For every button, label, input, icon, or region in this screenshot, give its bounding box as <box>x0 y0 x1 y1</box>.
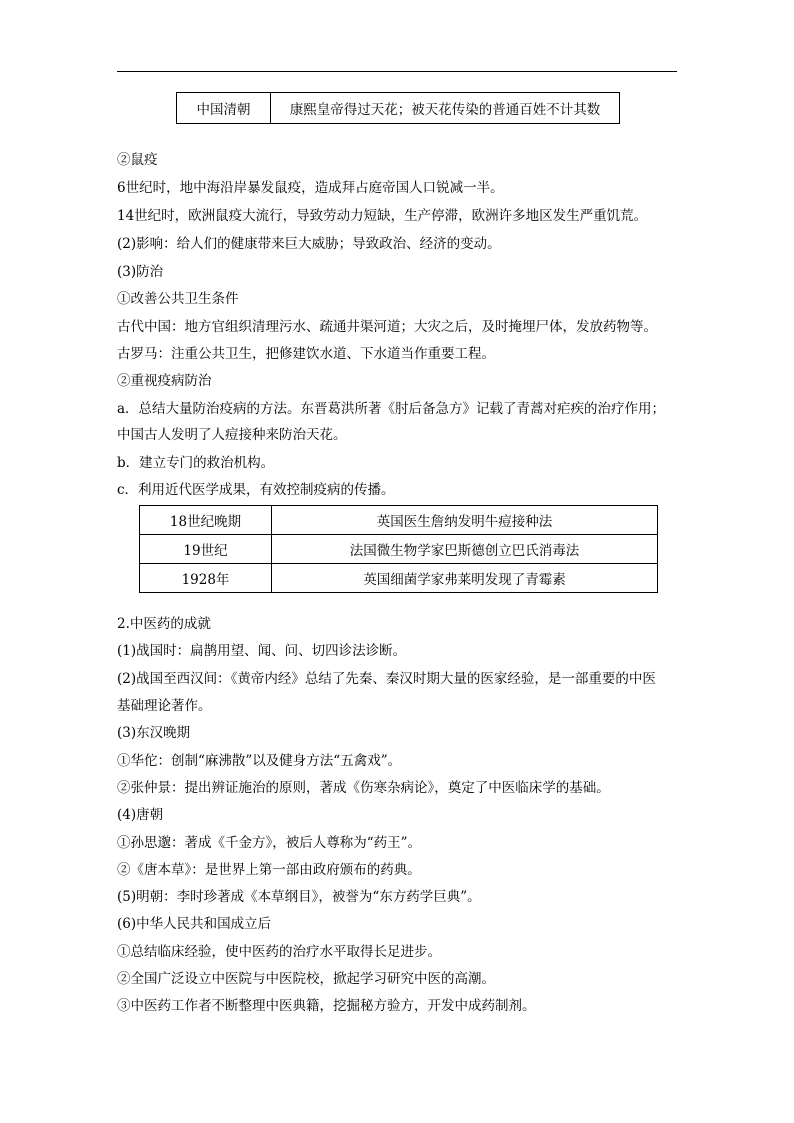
paragraph-line: 中国古人发明了人痘接种来防治天花。 <box>117 427 347 443</box>
table-cell-event: 法国微生物学家巴斯德创立巴氏消毒法 <box>272 535 658 564</box>
table-row <box>140 506 658 535</box>
subheading: (6)中华人民共和国成立后 <box>117 916 272 932</box>
subheading: (3)东汉晚期 <box>117 725 191 741</box>
heading-sanitation: ①改善公共卫生条件 <box>117 291 239 307</box>
paragraph-line: (2)影响：给人们的健康带来巨大威胁；导致政治、经济的变动。 <box>117 236 501 252</box>
paragraph-line: ①华佗：创制“麻沸散”以及健身方法“五禽戏”。 <box>117 753 402 769</box>
heading-disease-control: ②重视疫病防治 <box>117 373 212 389</box>
table-cell-period: 18世纪晚期 <box>140 506 272 535</box>
medical-achievements-table <box>139 505 658 593</box>
paragraph-line: c．利用近代医学成果，有效控制疫病的传播。 <box>117 482 395 498</box>
paragraph-line: (5)明朝：李时珍著成《本草纲目》，被誉为“东方药学巨典”。 <box>117 889 481 905</box>
heading-prevention: (3)防治 <box>117 264 164 280</box>
paragraph-line: b．建立专门的救治机构。 <box>117 455 275 471</box>
table-cell-event: 英国医生詹纳发明牛痘接种法 <box>272 506 658 535</box>
paragraph-line: (1)战国时：扁鹊用望、闻、问、切四诊法诊断。 <box>117 643 407 659</box>
table-cell-event: 康熙皇帝得过天花；被天花传染的普通百姓不计其数 <box>271 93 620 124</box>
table-cell-event: 英国细菌学家弗莱明发现了青霉素 <box>272 564 658 593</box>
paragraph-line: ①孙思邈：著成《千金方》，被后人尊称为“药王”。 <box>117 835 422 851</box>
paragraph-line: 古罗马：注重公共卫生，把修建饮水道、下水道当作重要工程。 <box>117 346 495 362</box>
paragraph-line: 6世纪时，地中海沿岸暴发鼠疫，造成拜占庭帝国人口锐减一半。 <box>117 180 504 196</box>
heading-tcm: 2.中医药的成就 <box>117 616 211 632</box>
paragraph-line: 基础理论著作。 <box>117 698 212 714</box>
table-cell-period: 1928年 <box>140 564 272 593</box>
table-row <box>140 564 658 593</box>
epidemic-table-top <box>176 92 620 124</box>
table-row <box>177 93 620 124</box>
subheading: (4)唐朝 <box>117 807 164 823</box>
paragraph-line: ②全国广泛设立中医院与中医院校，掀起学习研究中医的高潮。 <box>117 971 495 987</box>
paragraph-line: ③中医药工作者不断整理中医典籍，挖掘秘方验方，开发中成药制剂。 <box>117 998 536 1014</box>
table-cell-period: 中国清朝 <box>177 93 271 124</box>
paragraph-line: ②《唐本草》：是世界上第一部由政府颁布的药典。 <box>117 862 421 878</box>
paragraph-line: ②张仲景：提出辨证施治的原则，著成《伤寒杂病论》，奠定了中医临床学的基础。 <box>117 780 610 796</box>
header-rule <box>117 71 677 72</box>
paragraph-line: 14世纪时，欧洲鼠疫大流行，导致劳动力短缺，生产停滞，欧洲许多地区发生严重饥荒。 <box>117 208 648 224</box>
paragraph-line: a．总结大量防治疫病的方法。东晋葛洪所著《肘后备急方》记载了青蒿对疟疾的治疗作用； <box>117 401 666 417</box>
paragraph-line: ①总结临床经验，使中医药的治疗水平取得长足进步。 <box>117 944 441 960</box>
heading-plague: ②鼠疫 <box>117 152 158 168</box>
table-row <box>140 535 658 564</box>
paragraph-line: 古代中国：地方官组织清理污水、疏通井渠河道；大灾之后，及时掩埋尸体，发放药物等。 <box>117 319 657 335</box>
paragraph-line: (2)战国至西汉间：《黄帝内经》总结了先秦、秦汉时期大量的医家经验，是一部重要的中医 <box>117 671 656 687</box>
table-cell-period: 19世纪 <box>140 535 272 564</box>
